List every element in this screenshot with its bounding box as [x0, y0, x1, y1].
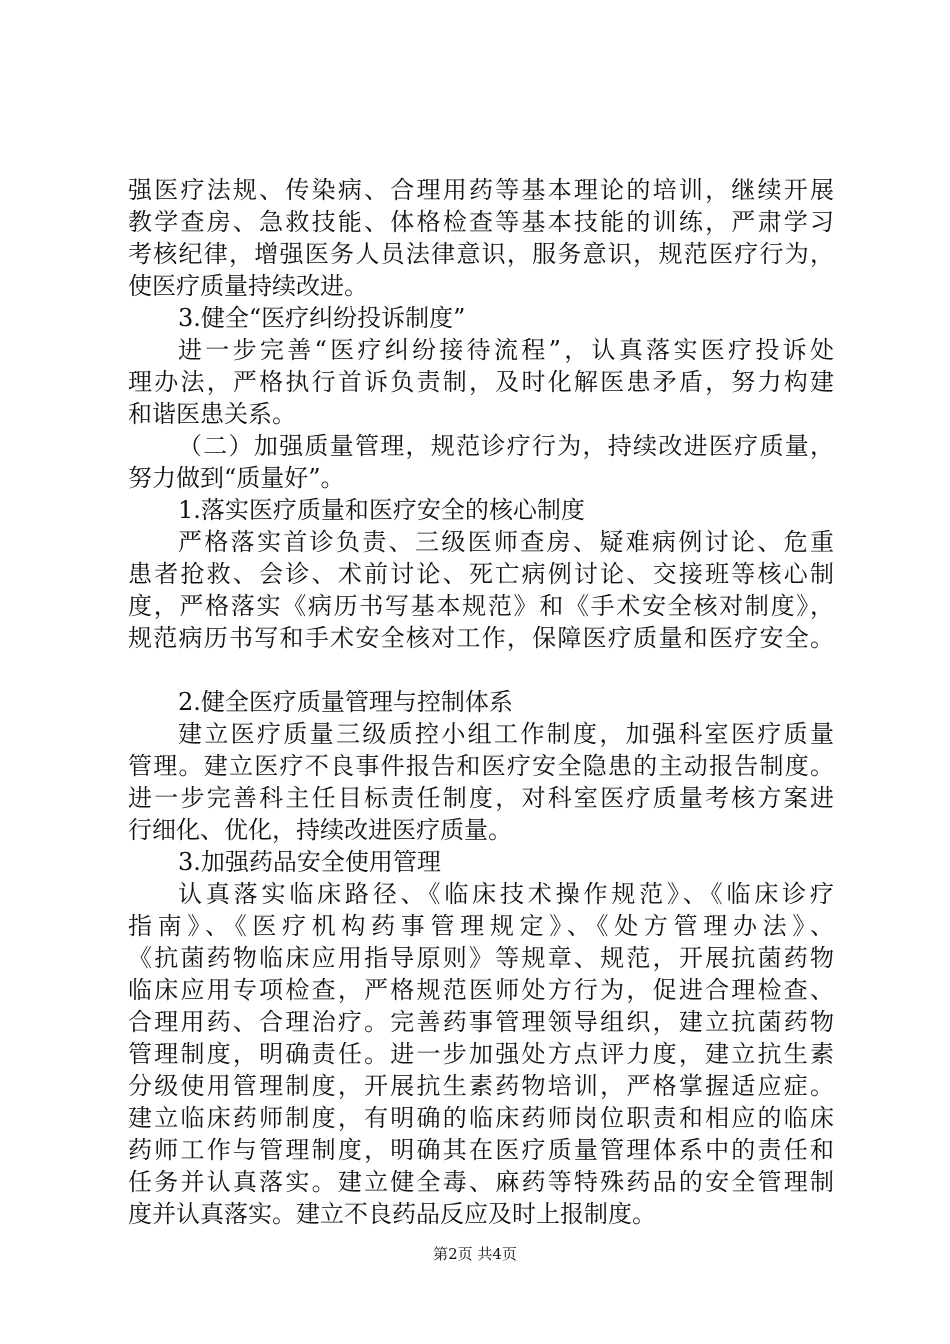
- text-line: 管理。建立医疗不良事件报告和医疗安全隐患的主动报告制度。: [128, 752, 834, 780]
- heading-line: 3.健全“医疗纠纷投诉制度”: [178, 304, 466, 332]
- section-heading: [128, 494, 834, 526]
- text-line: 建立临床药师制度，有明确的临床药师岗位职责和相应的临床: [128, 1104, 834, 1132]
- text-line: 考核纪律，增强医务人员法律意识，服务意识，规范医疗行为，: [128, 240, 834, 268]
- text-line: 和谐医患关系。: [128, 400, 296, 428]
- text-line: 合理用药、合理治疗。完善药事管理领导组织，建立抗菌药物: [128, 1008, 834, 1036]
- paragraph: [128, 334, 834, 430]
- paragraph: [128, 526, 834, 654]
- text-line: 指南》、《医疗机构药事管理规定》、《处方管理办法》、: [128, 912, 834, 940]
- section-heading: [128, 430, 834, 494]
- text-line: 分级使用管理制度，开展抗生素药物培训，严格掌握适应症。: [128, 1072, 834, 1100]
- text-line: 度，严格落实《病历书写基本规范》和《手术安全核对制度》，: [128, 592, 834, 620]
- paragraph: [128, 878, 834, 1230]
- text-line: 药师工作与管理制度，明确其在医疗质量管理体系中的责任和: [128, 1136, 834, 1164]
- text-line: 理办法，严格执行首诉负责制，及时化解医患矛盾，努力构建: [128, 368, 834, 396]
- text-line: 认真落实临床路径、《临床技术操作规范》、《临床诊疗: [178, 880, 834, 908]
- text-line: 临床应用专项检查，严格规范医师处方行为，促进合理检查、: [128, 976, 834, 1004]
- text-line: 进一步完善科主任目标责任制度，对科室医疗质量考核方案进: [128, 784, 834, 812]
- blank-line: [128, 654, 834, 686]
- text-line: 任务并认真落实。建立健全毒、麻药等特殊药品的安全管理制: [128, 1168, 834, 1196]
- heading-line: 努力做到“质量好”。: [128, 464, 345, 492]
- paragraph: [128, 718, 834, 846]
- text-line: 教学查房、急救技能、体格检查等基本技能的训练，严肃学习: [128, 208, 834, 236]
- text-line: 进一步完善“医疗纠纷接待流程”，认真落实医疗投诉处: [178, 336, 834, 364]
- page-footer: [0, 1244, 950, 1264]
- section-heading: [128, 846, 834, 878]
- text-line: 使医疗质量持续改进。: [128, 272, 368, 300]
- heading-line: （二）加强质量管理，规范诊疗行为，持续改进医疗质量，: [178, 432, 834, 460]
- paragraph: [128, 174, 834, 302]
- text-line: 强医疗法规、传染病、合理用药等基本理论的培训，继续开展: [128, 176, 834, 204]
- heading-line: 1.落实医疗质量和医疗安全的核心制度: [178, 496, 585, 524]
- text-line: 管理制度，明确责任。进一步加强处方点评力度，建立抗生素: [128, 1040, 834, 1068]
- text-line: 患者抢救、会诊、术前讨论、死亡病例讨论、交接班等核心制: [128, 560, 834, 588]
- text-line: 度并认真落实。建立不良药品反应及时上报制度。: [128, 1200, 656, 1228]
- text-line: 《抗菌药物临床应用指导原则》等规章、规范，开展抗菌药物: [128, 944, 834, 972]
- text-line: 建立医疗质量三级质控小组工作制度，加强科室医疗质量: [178, 720, 834, 748]
- page-number: 第2页 共4页: [433, 1245, 517, 1263]
- document-body: [128, 174, 834, 1230]
- text-line: 严格落实首诊负责、三级医师查房、疑难病例讨论、危重: [178, 528, 834, 556]
- text-line: 行细化、优化，持续改进医疗质量。: [128, 816, 512, 844]
- text-line: 规范病历书写和手术安全核对工作，保障医疗质量和医疗安全。: [128, 624, 834, 652]
- section-heading: [128, 302, 834, 334]
- heading-line: 2.健全医疗质量管理与控制体系: [178, 688, 513, 716]
- section-heading: [128, 686, 834, 718]
- heading-line: 3.加强药品安全使用管理: [178, 848, 441, 876]
